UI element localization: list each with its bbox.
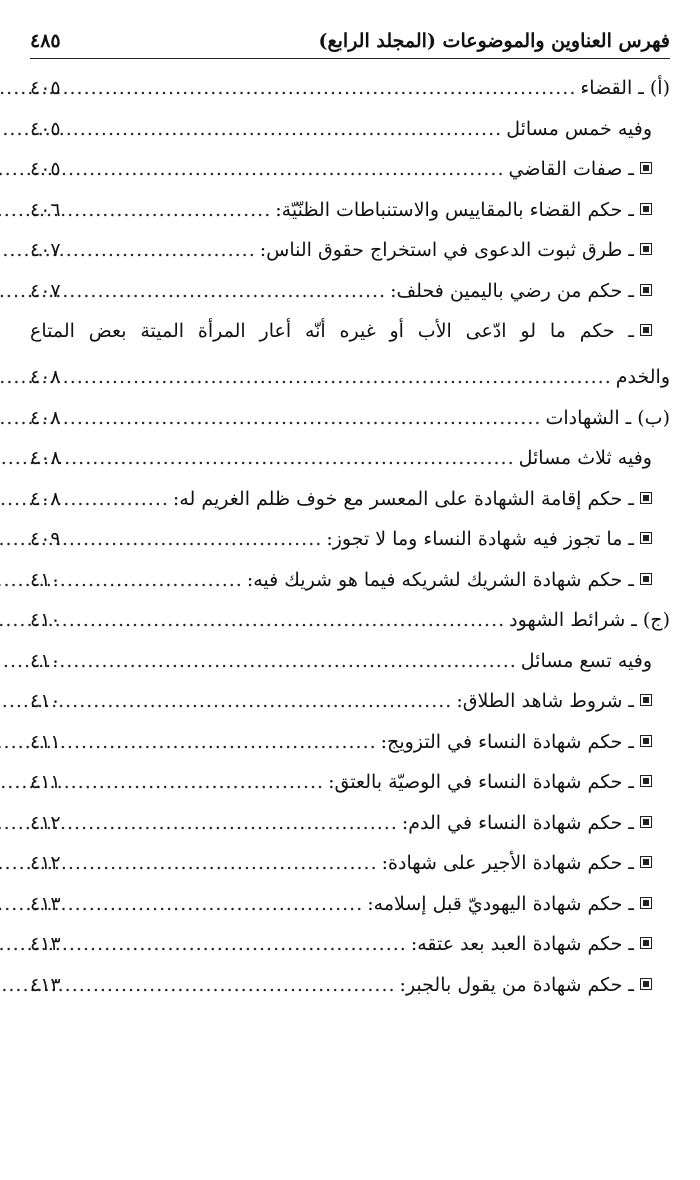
- table-of-contents: [30, 77, 670, 1014]
- toc-entry-title: [545, 407, 670, 429]
- toc-entry-text: ـ حكم شهادة الشريك لشريكه فيما هو شريك فيه:: [246, 568, 634, 591]
- dot-leader: [82, 933, 407, 955]
- square-bullet-icon: [640, 532, 652, 544]
- toc-entry-title: [381, 731, 652, 753]
- toc-entry-text: ـ ما تجوز فيه شهادة النساء وما لا تجوز:: [326, 528, 634, 550]
- toc-entry-text: (أ) ـ القضاء: [580, 77, 670, 99]
- toc-entry: [30, 690, 670, 731]
- toc-entry-title: [390, 280, 652, 302]
- toc-entry-text: ـ حكم ما لو ادّعى الأب أو غيره أنّه أعار المرأة الميتة بعض المتاع: [30, 320, 634, 342]
- toc-page-number: ٤١٢: [30, 811, 61, 834]
- toc-entry: [30, 447, 670, 488]
- toc-page-number: ٤١٣: [30, 892, 61, 915]
- dot-leader: [82, 569, 243, 591]
- dot-leader: [82, 812, 398, 834]
- toc-page-number: ٤٠٥: [30, 77, 61, 99]
- toc-page-number: ٤١٠: [30, 690, 61, 712]
- toc-entry-title: [506, 118, 652, 140]
- square-bullet-icon: [640, 203, 652, 215]
- toc-entry-title: [521, 650, 652, 672]
- dot-leader: [82, 199, 271, 221]
- toc-entry-title: [382, 852, 652, 874]
- toc-entry: [30, 852, 670, 893]
- square-bullet-icon: [640, 978, 652, 990]
- toc-entry-text: وفيه ثلاث مسائل: [518, 447, 652, 469]
- toc-entry: [30, 158, 670, 199]
- toc-entry-title: [508, 158, 652, 180]
- toc-entry: [30, 366, 670, 407]
- dot-leader: [82, 690, 452, 712]
- dot-leader: [82, 893, 363, 915]
- toc-entry: [30, 609, 670, 650]
- dot-leader: [82, 118, 502, 140]
- square-bullet-icon: [640, 284, 652, 296]
- toc-entry-title: [509, 609, 670, 631]
- toc-entry-text: ـ حكم شهادة اليهوديّ قبل إسلامه:: [367, 892, 634, 915]
- toc-entry-title: [30, 320, 652, 342]
- toc-entry-text: ـ حكم شهادة العبد بعد عتقه:: [410, 933, 634, 955]
- toc-page-number: ٤٠٨: [30, 487, 61, 510]
- toc-entry: [30, 320, 670, 366]
- toc-entry-title: [367, 893, 652, 915]
- toc-entry-title: [326, 528, 652, 550]
- toc-entry-text: وفيه خمس مسائل: [506, 117, 652, 140]
- toc-entry-title: [260, 239, 652, 261]
- dot-leader: [82, 771, 324, 793]
- toc-entry-title: [616, 366, 670, 388]
- toc-entry: [30, 239, 670, 280]
- square-bullet-icon: [640, 162, 652, 174]
- square-bullet-icon: [640, 324, 652, 336]
- toc-page-number: ٤٠٧: [30, 239, 61, 261]
- toc-entry: [30, 199, 670, 240]
- toc-entry-text: ـ حكم القضاء بالمقاييس والاستنباطات الظنّيّة:: [275, 198, 634, 221]
- toc-entry-text: ـ حكم شهادة النساء في التزويج:: [380, 730, 634, 753]
- dot-leader: [82, 366, 612, 388]
- toc-page-number: ٤٠٨: [30, 366, 61, 388]
- toc-entry: [30, 771, 670, 812]
- toc-page-number: ٤١٣: [30, 973, 61, 996]
- dot-leader: [82, 488, 169, 510]
- toc-entry: [30, 77, 670, 118]
- dot-leader: [82, 280, 386, 302]
- square-bullet-icon: [640, 937, 652, 949]
- dot-leader: [82, 852, 378, 874]
- dot-leader: [82, 407, 541, 429]
- dot-leader: [82, 447, 515, 469]
- toc-entry: [30, 569, 670, 610]
- page-number: ٤٨٥: [30, 30, 61, 52]
- toc-entry-text: (ج) ـ شرائط الشهود: [509, 609, 670, 631]
- toc-page-number: ٤٠٨: [30, 447, 61, 469]
- square-bullet-icon: [640, 775, 652, 787]
- toc-entry-title: [580, 77, 670, 99]
- toc-page-number: ٤١٠: [30, 568, 61, 591]
- toc-page-number: ٤٠٧: [30, 279, 61, 302]
- running-title: فهرس العناوين والموضوعات (المجلد الرابع): [318, 30, 670, 52]
- toc-page-number: ٤٠٩: [30, 528, 61, 550]
- toc-entry: [30, 893, 670, 934]
- dot-leader: [82, 239, 256, 261]
- toc-page-number: ٤٠٥: [30, 117, 61, 140]
- toc-entry-text: وفيه تسع مسائل: [520, 649, 652, 672]
- toc-entry-text: (ب) ـ الشهادات: [545, 406, 670, 429]
- toc-page-number: ٤١١: [30, 771, 61, 793]
- page-header: [30, 22, 670, 59]
- dot-leader: [82, 650, 517, 672]
- toc-entry-text: ـ صفات القاضي: [508, 158, 634, 180]
- toc-entry-text: ـ حكم شهادة من يقول بالجبر:: [399, 973, 634, 996]
- toc-page-number: ٤٠٦: [30, 198, 61, 221]
- toc-entry: [30, 974, 670, 1015]
- dot-leader: [82, 609, 505, 631]
- dot-leader: [82, 974, 396, 996]
- toc-entry-text: ـ حكم شهادة النساء في الدم:: [401, 811, 634, 834]
- square-bullet-icon: [640, 694, 652, 706]
- toc-entry-title: [456, 690, 652, 712]
- dot-leader: [82, 731, 377, 753]
- toc-entry: [30, 731, 670, 772]
- square-bullet-icon: [640, 856, 652, 868]
- square-bullet-icon: [640, 897, 652, 909]
- toc-entry-title: [275, 199, 652, 221]
- toc-entry-title: [328, 771, 652, 793]
- square-bullet-icon: [640, 243, 652, 255]
- toc-entry-text: ـ حكم من رضي باليمين فحلف:: [390, 279, 634, 302]
- square-bullet-icon: [640, 816, 652, 828]
- toc-entry: [30, 407, 670, 448]
- toc-page-number: ٤٠٥: [30, 158, 61, 180]
- toc-page-number: ٤٠٨: [30, 406, 61, 429]
- toc-entry-text: ـ طرق ثبوت الدعوى في استخراج حقوق الناس:: [259, 239, 634, 261]
- toc-entry-text: ـ حكم شهادة الأجير على شهادة:: [381, 852, 634, 874]
- toc-entry-title: [173, 488, 652, 510]
- square-bullet-icon: [640, 573, 652, 585]
- toc-entry-title: [400, 974, 652, 996]
- toc-page-number: ٤١٠: [30, 649, 61, 672]
- toc-entry-text: ـ حكم شهادة النساء في الوصيّة بالعتق:: [328, 771, 634, 793]
- toc-entry-title: [411, 933, 652, 955]
- square-bullet-icon: [640, 492, 652, 504]
- toc-entry-title: [402, 812, 652, 834]
- dot-leader: [82, 158, 504, 180]
- dot-leader: [82, 528, 322, 550]
- toc-page-number: ٤١١: [30, 730, 61, 753]
- toc-entry: [30, 933, 670, 974]
- toc-page-number: ٤١٠: [30, 609, 61, 631]
- toc-entry: [30, 812, 670, 853]
- toc-entry-text: ـ حكم إقامة الشهادة على المعسر مع خوف ظلم الغريم له:: [172, 487, 634, 510]
- square-bullet-icon: [640, 735, 652, 747]
- toc-page-number: ٤١٣: [30, 933, 61, 955]
- toc-entry: [30, 280, 670, 321]
- toc-entry: [30, 650, 670, 691]
- toc-entry: [30, 488, 670, 529]
- toc-entry-text: ـ شروط شاهد الطلاق:: [456, 690, 634, 712]
- toc-entry-title: [519, 447, 652, 469]
- toc-entry: [30, 528, 670, 569]
- toc-entry-title: [247, 569, 652, 591]
- toc-page-number: ٤١٢: [30, 852, 61, 874]
- dot-leader: [82, 77, 576, 99]
- toc-entry-text: والخدم: [615, 366, 670, 388]
- toc-entry: [30, 118, 670, 159]
